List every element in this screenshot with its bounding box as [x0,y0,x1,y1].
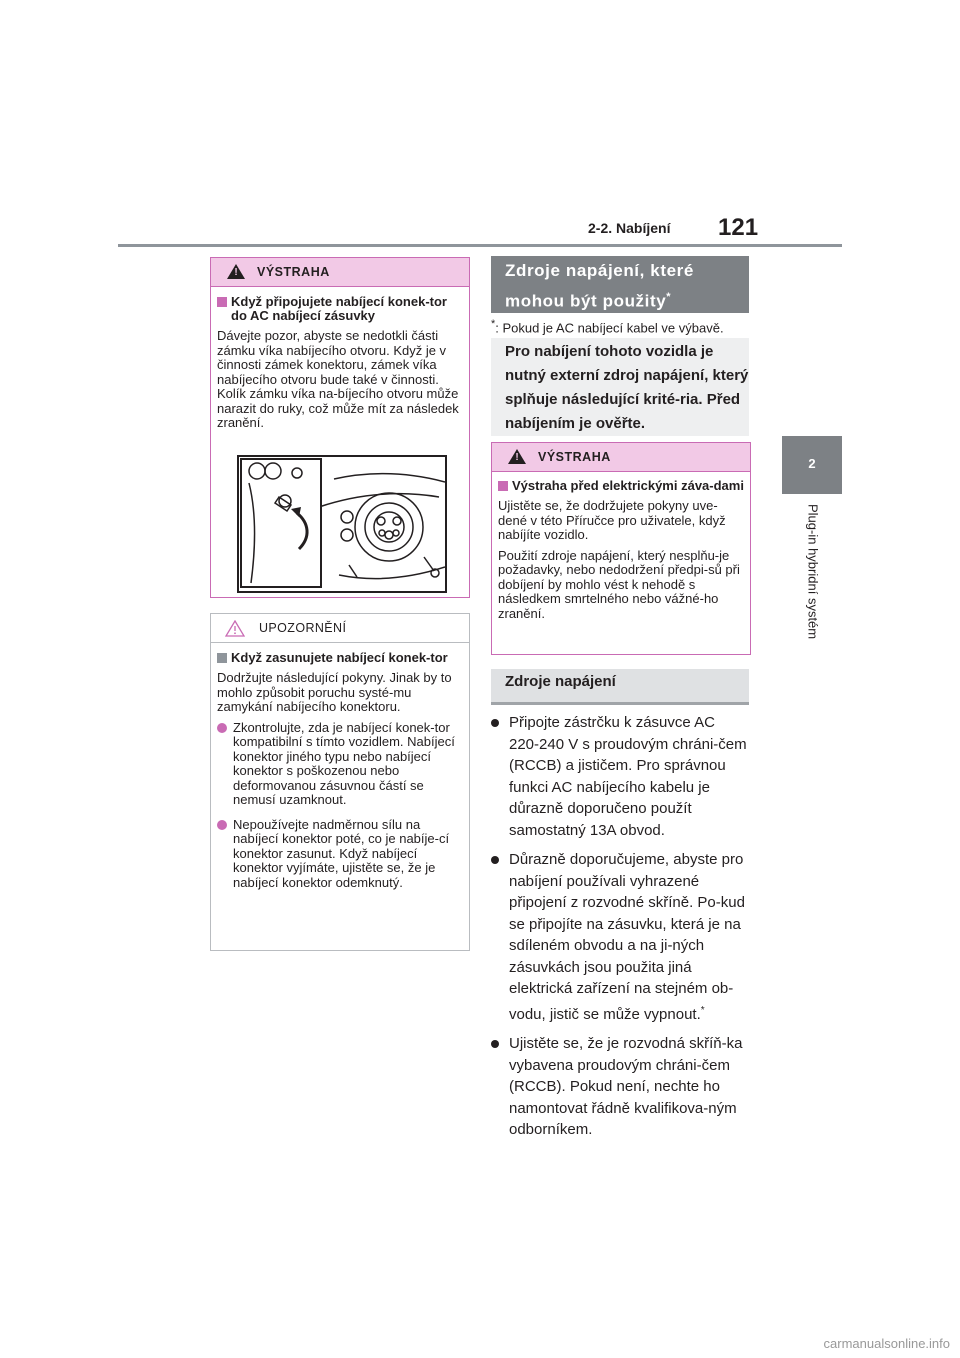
section-heading-sources: Zdroje napájení, které mohou být použity* [491,256,749,313]
bullet-item: Důrazně doporučujeme, abyste pro nabíjení používali vyhrazené připojení z rozvodné skříně. Po-kud se připojíte na zásuvku, která je na sdíleném obvodu a na ji-ných zásuvkách jsou použita jiná elektrická zařízení na stejném ob-vodu, jistič se může vypnout.* [491,849,749,1025]
square-bullet-icon [498,481,508,491]
chapter-label: Plug-in hybridní systém [805,504,821,640]
round-bullet-icon [491,1040,499,1048]
notice-header [211,614,469,643]
notice-title: UPOZORNĚNÍ [259,621,347,635]
round-bullet-icon [491,719,499,727]
square-bullet-icon [217,297,227,307]
charging-port-illustration [237,455,447,593]
warning-header: ! VÝSTRAHA [492,443,750,472]
warning-box-connector-lock [210,257,470,598]
notice-triangle-icon [225,620,245,637]
charging-port-drawing [239,457,445,591]
notice-box-connector-insert [210,613,470,951]
round-bullet-icon [217,723,227,733]
round-bullet-icon [491,856,499,864]
warning-box-electrical [491,442,751,655]
section-title: 2-2. Nabíjení [588,220,671,236]
footnote: *: Pokud je AC nabíjecí kabel ve výbavě. [491,318,724,336]
header-divider [118,244,842,247]
square-bullet-icon [217,653,227,663]
intro-text: Pro nabíjení tohoto vozidla je nutný externí zdroj napájení, který splňuje následující krité-ria. Před nabíjením je ověřte. [491,338,749,436]
round-bullet-icon [217,820,227,830]
notice-item: Zkontrolujte, zda je nabíjecí konek-tor kompatibilní s tímto vozidlem. Nabíjecí konektor jiného typu nebo nabíjecí konektor s poškozenou nebo deformovanou zásuvnou částí se nemusí uzamknout. [217,721,463,808]
warning-heading: Výstraha před elektrickými záva-dami [498,479,744,493]
warning-text: Dávejte pozor, abyste se nedotkli části zámku víka nabíjecího otvoru. Když je v činnosti zámek konektoru, zámek víka nabíjecího otvoru bude také v činnosti. Kolík zámku víka na-bíjecího otvoru může narazit do ruky, což může mít za následek zranění. [217,328,459,430]
bullet-list [491,712,749,1141]
chapter-label-container [758,504,868,654]
section-heading-power: Zdroje napájení [491,669,749,705]
chapter-number: 2 [808,456,816,471]
notice-item: Nepoužívejte nadměrnou sílu na nabíjecí konektor poté, co je nabíje-cí konektor zasunut. Když nabíjecí konektor vyjímáte, ujistěte se, že je nabíjecí konektor odemknutý. [217,818,463,891]
warning-heading: Když připojujete nabíjecí konek-tor do AC nabíjecí zásuvky [217,295,463,323]
notice-heading: Když zasunujete nabíjecí konek-tor [217,651,463,665]
warning-header: ! VÝSTRAHA [211,258,469,287]
bullet-item: Ujistěte se, že je rozvodná skříň-ka vybavena proudovým chráni-čem (RCCB). Pokud není, nechte ho namontovat řádně kvalifikova-ným odborníkem. [491,1033,749,1141]
warning-title: VÝSTRAHA [538,450,611,464]
page-number: 121 [718,214,759,241]
warning-paragraph: Použití zdroje napájení, který nesplňu-je požadavky, nebo nedodržení předpi-sů při dobíjení by mohlo vést k nehodě s následkem smrtelného nebo vážné-ho zranění. [498,547,740,621]
warning-paragraph: Ujistěte se, že dodržujete pokyny uve-dené v této Příručce pro uživatele, když nabíjíte vozidlo. [498,498,726,542]
bullet-item: Připojte zástrčku k zásuvce AC 220-240 V s proudovým chráni-čem (RCCB) a jističem. Pro správnou funkci AC nabíjecího kabelu je důrazně doporučeno použít samostatný 13A obvod. [491,712,749,841]
footer-watermark: carmanualsonline.info [823,1336,950,1351]
notice-text: Dodržujte následující pokyny. Jinak by to mohlo způsobit poruchu systé-mu zamykání nabíjecího konektoru. [217,670,452,714]
warning-title: VÝSTRAHA [257,265,330,279]
